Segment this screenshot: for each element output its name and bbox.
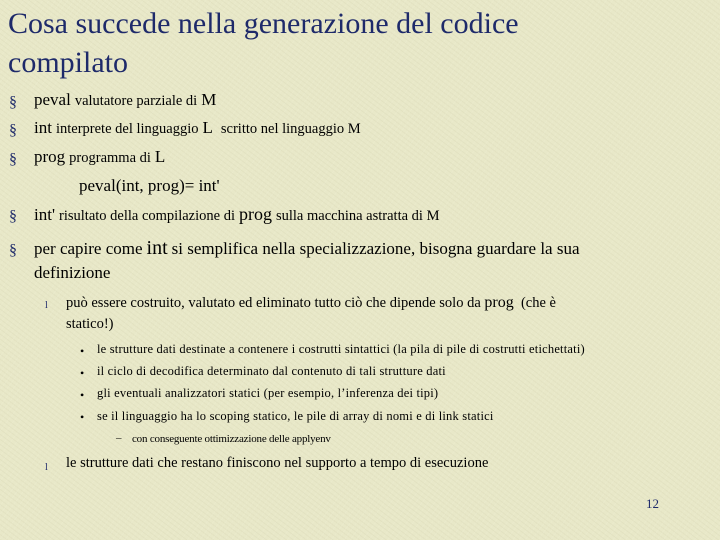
list-item: prog programma di L <box>34 147 166 166</box>
list-item: peval valutatore parziale di M <box>34 90 217 109</box>
section-bullet-icon: § <box>9 151 17 168</box>
section-bullet-icon: § <box>9 94 17 111</box>
list-item: int' risultato della compilazione di prog sulla macchina astratta di M <box>34 204 440 224</box>
section-bullet-icon: § <box>9 208 17 225</box>
formula: peval(int, prog)= int' <box>79 176 220 195</box>
page-number: 12 <box>646 496 659 511</box>
numbered-marker-icon: l <box>45 300 48 311</box>
dot-bullet-icon: • <box>80 410 85 424</box>
slide-title <box>8 4 708 82</box>
dash-item: con conseguente ottimizzazione delle applyenv <box>132 433 331 445</box>
bullet-item: il ciclo di decodifica determinato dal contenuto di tali strutture dati <box>97 364 446 378</box>
slide-title-line-1: Cosa succede nella generazione del codice <box>8 7 519 40</box>
slide-title-line-2: compilato <box>8 46 128 79</box>
sub-item-continuation: statico!) <box>66 316 114 332</box>
bullet-item: gli eventuali analizzatori statici (per esempio, l’inferenza dei tipi) <box>97 386 439 400</box>
numbered-marker-icon: l <box>45 462 48 473</box>
section-bullet-icon: § <box>9 242 17 259</box>
bullet-item: le strutture dati destinate a contenere i costrutti sintattici (la pila di pile di costrutti etichettati) <box>97 342 585 356</box>
sub-item: le strutture dati che restano finiscono nel supporto a tempo di esecuzione <box>66 455 489 471</box>
list-item: int interprete del linguaggio L scritto nel linguaggio M <box>34 118 361 137</box>
dot-bullet-icon: • <box>80 366 85 380</box>
dot-bullet-icon: • <box>80 388 85 402</box>
list-item: per capire come int si semplifica nella specializzazione, bisogna guardare la sua <box>34 237 580 259</box>
sub-item: può essere costruito, valutato ed eliminato tutto ciò che dipende solo da prog (che è <box>66 294 556 311</box>
list-item-continuation: definizione <box>34 263 111 282</box>
section-bullet-icon: § <box>9 122 17 139</box>
dash-bullet-icon: – <box>116 432 122 444</box>
dot-bullet-icon: • <box>80 344 85 358</box>
bullet-item: se il linguaggio ha lo scoping statico, le pile di array di nomi e di link statici <box>97 409 494 423</box>
